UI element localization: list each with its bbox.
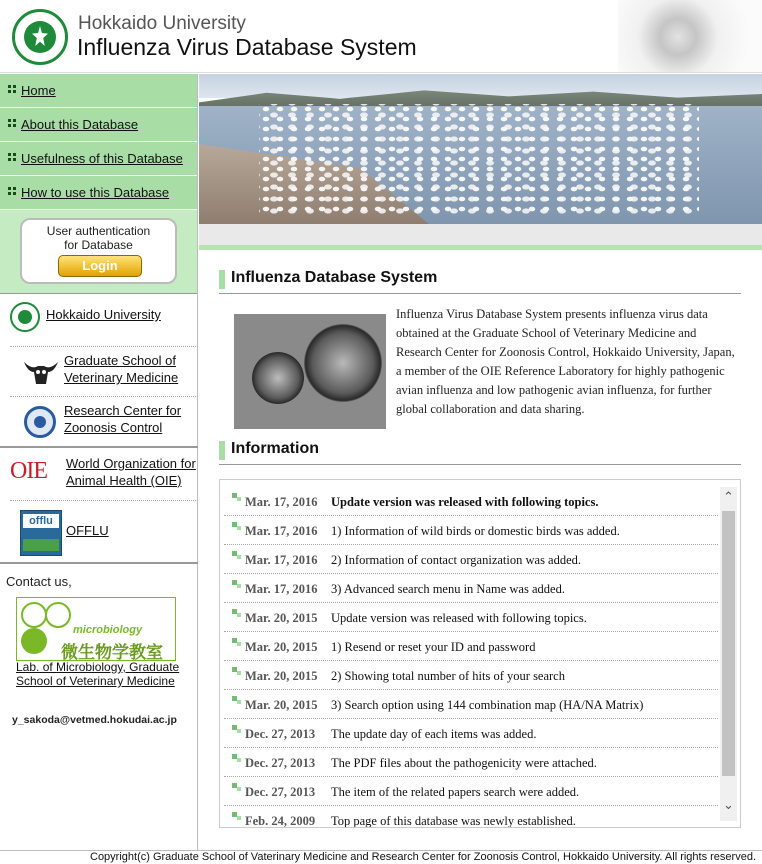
- info-row: [224, 806, 718, 828]
- nav-item-about[interactable]: [0, 108, 197, 142]
- db-section-header: [219, 268, 741, 294]
- info-text: The update day of each items was added.: [331, 727, 537, 741]
- bullet-icon: [237, 729, 241, 733]
- info-row: [224, 545, 718, 574]
- nav-link-about[interactable]: About this Database: [21, 117, 139, 132]
- bullet-icon: [237, 584, 241, 588]
- info-text: 3) Search option using 144 combination map (HA/NA Matrix): [331, 698, 644, 712]
- lab-link-line-2[interactable]: School of Veterinary Medicine: [16, 674, 175, 688]
- info-date: Mar. 17, 2016: [245, 524, 318, 538]
- auth-panel: [0, 210, 197, 294]
- info-text: The PDF files about the pathogenicity were attached.: [331, 756, 597, 770]
- cattle-head-icon[interactable]: [22, 358, 60, 386]
- info-text: 1) Resend or reset your ID and password: [331, 640, 536, 654]
- czc-link[interactable]: [64, 402, 181, 436]
- vet-school-link[interactable]: [64, 352, 178, 386]
- auth-label-line-2: for Database: [64, 238, 133, 252]
- bullet-icon: [237, 671, 241, 675]
- offlu-logo-icon[interactable]: offlu: [20, 510, 62, 556]
- info-text: The item of the related papers search were added.: [331, 785, 580, 799]
- info-scrollbar[interactable]: [720, 487, 737, 821]
- czc-logo-icon[interactable]: [24, 406, 56, 438]
- divider: [10, 500, 198, 501]
- info-row: [224, 661, 718, 690]
- info-row: [224, 777, 718, 806]
- footer-copyright: Copyright(c) Graduate School of Vaterinary Medicine and Research Center for Zoonosis Control, Hokkaido University. All rights reserved.: [0, 850, 762, 864]
- info-date: Dec. 27, 2013: [245, 727, 316, 741]
- info-row: [224, 603, 718, 632]
- bullet-icon: [237, 526, 241, 530]
- header: [0, 0, 762, 73]
- scroll-thumb[interactable]: [722, 511, 735, 776]
- info-row: [224, 690, 718, 719]
- auth-label-line-1: User authentication: [46, 224, 151, 238]
- nav-item-usefulness[interactable]: [0, 142, 197, 176]
- lab-link[interactable]: [16, 660, 179, 688]
- swan-banner-image: [199, 74, 762, 224]
- hokkaido-university-link[interactable]: Hokkaido University: [46, 307, 161, 322]
- info-date: Dec. 27, 2013: [245, 785, 316, 799]
- db-section-title: Influenza Database System: [231, 269, 438, 286]
- info-row: [224, 719, 718, 748]
- nav-link-home[interactable]: Home: [21, 83, 56, 98]
- info-date: Mar. 20, 2015: [245, 611, 318, 625]
- nav-item-how-to[interactable]: [0, 176, 197, 210]
- oie-link-block: [0, 452, 198, 498]
- vet-school-link-line-1[interactable]: Graduate School of: [64, 353, 177, 368]
- offlu-link[interactable]: OFFLU: [66, 523, 109, 538]
- microbiology-jp-text: 微生物学教室: [61, 643, 163, 662]
- info-text: 2) Information of contact organization was added.: [331, 553, 582, 567]
- info-date: Dec. 27, 2013: [245, 756, 316, 770]
- nav-link-usefulness[interactable]: Usefulness of this Database: [21, 151, 183, 166]
- oie-logo-icon[interactable]: OIE: [10, 458, 47, 484]
- info-date: Mar. 20, 2015: [245, 640, 318, 654]
- info-list: [224, 487, 718, 828]
- bullet-icon: [237, 787, 241, 791]
- offlu-link-block: [0, 506, 198, 556]
- bullet-icon: [237, 642, 241, 646]
- info-text: 3) Advanced search menu in Name was added.: [331, 582, 565, 596]
- info-section-header: [219, 439, 741, 465]
- oie-link-line-2[interactable]: Animal Health (OIE): [66, 473, 182, 488]
- vet-school-link-block: [0, 350, 198, 398]
- info-list-box[interactable]: [219, 479, 741, 828]
- info-date: Mar. 17, 2016: [245, 582, 318, 596]
- bullet-icon: [237, 816, 241, 820]
- divider: [10, 396, 198, 397]
- info-row: [224, 632, 718, 661]
- scroll-up-icon[interactable]: ⌃: [723, 489, 734, 504]
- info-date: Mar. 17, 2016: [245, 495, 318, 509]
- divider: [0, 562, 198, 564]
- info-row: [224, 748, 718, 777]
- info-row: [224, 487, 718, 516]
- bullet-icon: [8, 119, 18, 127]
- hokkaido-link-block: [0, 294, 198, 344]
- scroll-down-icon[interactable]: ⌄: [723, 797, 734, 812]
- czc-link-block: [0, 400, 198, 446]
- microbiology-lab-logo[interactable]: [16, 597, 176, 661]
- info-text: 1) Information of wild birds or domestic birds was added.: [331, 524, 620, 538]
- contact-label: Contact us,: [6, 574, 72, 589]
- intro-text: Influenza Virus Database System presents influenza virus data obtained at the Graduate School of Veterinary Medicine and Research Center for Zoonosis Control, Hokkaido University, Japan, a member of the OIE Reference Laboratory for highly pathogenic avian influenza and low pathogenic avian influenza, for further global collaboration and data sharing.: [396, 307, 735, 416]
- oie-link-line-1[interactable]: World Organization for: [66, 456, 196, 471]
- virus-micrograph-image: [234, 314, 386, 429]
- czc-link-line-1[interactable]: Research Center for: [64, 403, 182, 418]
- microbiology-text: microbiology: [73, 624, 143, 636]
- info-date: Mar. 20, 2015: [245, 669, 318, 683]
- info-date: Mar. 20, 2015: [245, 698, 318, 712]
- bullet-icon: [237, 497, 241, 501]
- info-row: [224, 516, 718, 545]
- divider: [0, 446, 198, 448]
- university-name: Hokkaido University: [78, 13, 246, 34]
- vet-school-link-line-2[interactable]: Veterinary Medicine: [64, 370, 179, 385]
- info-text: Update version was released with following topics.: [331, 495, 599, 509]
- info-row: [224, 574, 718, 603]
- info-text: 2) Showing total number of hits of your search: [331, 669, 565, 683]
- hokkaido-logo-icon[interactable]: [10, 302, 40, 332]
- login-button[interactable]: Login: [58, 255, 142, 277]
- oie-link[interactable]: [66, 455, 196, 489]
- divider: [10, 346, 198, 347]
- bullet-icon: [237, 555, 241, 559]
- info-section-title: Information: [231, 440, 319, 457]
- banner-bar: [199, 224, 762, 250]
- nav-link-how-to[interactable]: How to use this Database: [21, 185, 170, 200]
- bullet-icon: [8, 153, 18, 161]
- info-text: Update version was released with following topics.: [331, 611, 587, 625]
- auth-label: [22, 224, 175, 252]
- bullet-icon: [237, 613, 241, 617]
- contact-email[interactable]: y_sakoda@vetmed.hokudai.ac.jp: [12, 714, 177, 726]
- bullet-icon: [237, 700, 241, 704]
- lab-link-line-1[interactable]: Lab. of Microbiology, Graduate: [16, 660, 180, 674]
- bullet-icon: [8, 85, 18, 93]
- nav-item-home[interactable]: [0, 74, 197, 108]
- czc-link-line-2[interactable]: Zoonosis Control: [64, 420, 163, 435]
- info-text: Top page of this database was newly established.: [331, 814, 576, 828]
- sidebar: [0, 74, 198, 850]
- auth-box: [20, 218, 177, 284]
- hokkaido-university-logo[interactable]: [12, 9, 68, 65]
- info-date: Mar. 17, 2016: [245, 553, 318, 567]
- info-date: Feb. 24, 2009: [245, 814, 316, 828]
- site-title: Influenza Virus Database System: [77, 34, 417, 60]
- bullet-icon: [237, 758, 241, 762]
- header-virus-image: [618, 0, 762, 73]
- bullet-icon: [8, 187, 18, 195]
